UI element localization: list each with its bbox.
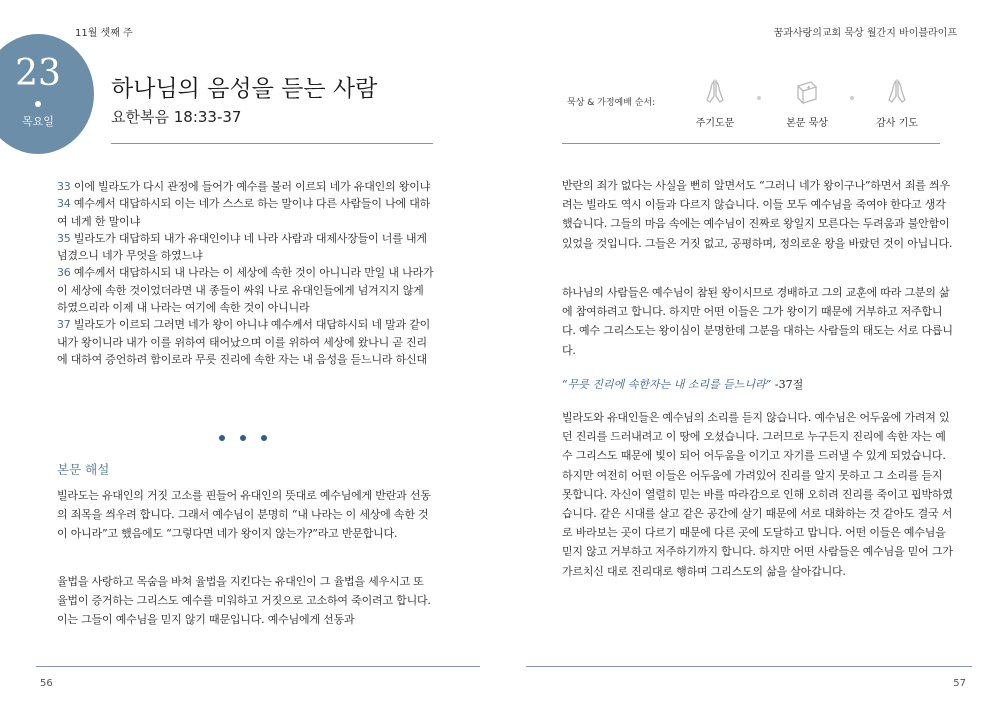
date-day: 23 [15, 53, 61, 94]
key-verse-quote [562, 373, 954, 392]
date-weekday: 목요일 [22, 115, 54, 128]
footer-divider-left [36, 666, 480, 667]
commentary-paragraph: 율법을 사랑하고 목숨을 바쳐 율법을 지킨다는 유대인이 그 율법을 세우시고 또 율법이 증거하는 그리스도 예수를 미워하고 거짓으로 고소하여 죽이려고 합니다. 이는 그들이 예수님을 믿지 않기 때문입니다. 예수님에게 선동과 [57, 575, 431, 627]
verse-number: 37 [57, 318, 71, 332]
commentary-paragraph: 반란의 죄가 없다는 사실을 뻔히 알면서도 “그러니 네가 왕이구나”하면서 죄를 씌우려는 빌라도 역시 이들과 다르지 않습니다. 이들 모두 예수님을 죽여야 한다고 생각했습니다. 그들의 마음 속에는 예수님이 진짜로 왕일지 모른다는 두려움과 불안함이 있었을 것입니다. 그들은 거짓 없고, 공평하며, 정의로운 왕을 바랐던 것이 아닙니다. [562, 179, 953, 250]
date-badge [0, 34, 94, 154]
verse [57, 230, 437, 265]
order-item-bible-meditation [772, 78, 842, 129]
commentary-paragraph: 빌라도는 유대인의 거짓 고소를 핀들어 유대인의 뜻대로 예수님에게 반란과 선동의 죄목을 씌우려 합니다. 그래서 예수님이 분명히 “내 나라는 이 세상에 속한 것이 아니라”고 했음에도 “그렇다면 네가 왕이지 않는가?”라고 반문합니다. [57, 489, 431, 541]
verse-number: 36 [57, 266, 71, 280]
order-item-lords-prayer [680, 78, 750, 129]
commentary-paragraph: 빌라도와 유대인들은 예수님의 소리를 듣지 않습니다. 예수님은 어두움에 가려져 있던 진리를 드러내려고 이 땅에 오셨습니다. 그러므로 누구든지 진리에 속한 자는 예수 그리스도 때문에 빛이 되어 어두움을 이기고 자기를 드러낼 수 있게 되었습니다. 하지만 여전히 어떤 이들은 어두움에 가려있어 진리를 알지 못하고 그 소리를 듣지 못합니다. 자신이 열렬히 믿는 바를 따라감으로 인해 오히려 진리를 죽이고 핍박하였습니다. 같은 시대를 살고 같은 공간에 살기 때문에 서로 대화하는 것 같아도 결국 서로 바라보는 곳이 다르기 때문에 다른 곳에 도달하고 맙니다. 어떤 이들은 예수님을 믿지 않고 거부하고 저주하기까지 합니다. 하지만 어떤 사람들은 예수님을 믿어 그가 가르치신 대로 진리대로 행하며 그리스도의 삶을 살아갑니다. [562, 411, 953, 578]
verse-text: 예수께서 대답하시되 이는 네가 스스로 하는 말이냐 다른 사람들이 나에 대하여 네게 한 말이냐 [57, 197, 431, 228]
order-separator [757, 96, 761, 100]
bible-icon [793, 78, 821, 106]
verse-text: 빌라도가 대답하되 내가 유대인이냐 네 나라 사람과 대제사장들이 너를 내게 넘겼으니 네가 무엇을 하였느냐 [57, 231, 427, 263]
page-number-right: 57 [953, 678, 966, 689]
verse-text: 이에 빌라도가 다시 관정에 들어가 예수를 불러 이르되 네가 유대인의 왕이냐 [70, 180, 431, 193]
order-divider [562, 143, 940, 144]
quote-reference: -37절 [771, 378, 804, 391]
verse-number: 35 [57, 231, 71, 245]
order-item-label: 감사 기도 [876, 118, 918, 129]
verse [57, 264, 437, 316]
section-ornament [219, 426, 282, 445]
praying-hands-icon [701, 78, 729, 106]
quote-text: “무릇 진리에 속한자는 내 소리를 듣느니라” [562, 378, 772, 391]
verse-number: 34 [57, 197, 71, 211]
worship-order-label: 묵상 & 가정예배 순서: [567, 98, 656, 108]
running-header-left: 11월 셋째 주 [75, 28, 133, 39]
order-item-label: 본문 묵상 [786, 118, 828, 129]
praying-hands-icon [883, 78, 911, 106]
commentary-heading: 본문 해설 [57, 462, 110, 477]
verse-number: 33 [57, 180, 71, 193]
date-dot [35, 101, 41, 107]
order-item-label: 주기도문 [695, 118, 735, 129]
verse-text: 예수께서 대답하시되 내 나라는 이 세상에 속한 것이 아니니라 만일 내 나라가 이 세상에 속한 것이었더라면 내 종들이 싸워 나로 유대인들에게 넘겨지지 않게 하였으리라 이제 내 나라는 여기에 속한 것이 아니니라 [57, 266, 434, 315]
verse [57, 178, 437, 195]
verse [57, 316, 437, 368]
scripture-reference: 요한복음 18:33-37 [111, 108, 242, 126]
commentary-paragraph: 하나님의 사람들은 예수님이 참된 왕이시므로 경배하고 그의 교훈에 따라 그분의 삶에 참여하려고 합니다. 하지만 어떤 이들은 그가 왕이기 때문에 거부하고 저주합니다. 예수 그리스도는 왕이심이 분명한데 그분을 대하는 사람들의 태도는 서로 다릅니다. [562, 286, 953, 357]
order-item-thanksgiving-prayer [862, 78, 932, 129]
scripture-passage [57, 178, 437, 368]
page-title: 하나님의 음성을 듣는 사람 [111, 76, 378, 102]
order-separator [850, 96, 854, 100]
running-header-right: 꿈과사랑의교회 묵상 월간지 바이블라이프 [773, 28, 957, 39]
verse [57, 195, 437, 230]
page-number-left: 56 [40, 678, 53, 689]
footer-divider-right [526, 666, 972, 667]
verse-text: 빌라도가 이르되 그러면 네가 왕이 아니냐 예수께서 대답하시되 네 말과 같이 내가 왕이니라 내가 이를 위하여 태어났으며 이를 위하여 세상에 왔나니 곧 진리에 대하여 증언하려 함이로라 무릇 진리에 속한 자는 내 음성을 듣느니라 하신대 [57, 318, 431, 366]
title-divider [111, 143, 433, 144]
